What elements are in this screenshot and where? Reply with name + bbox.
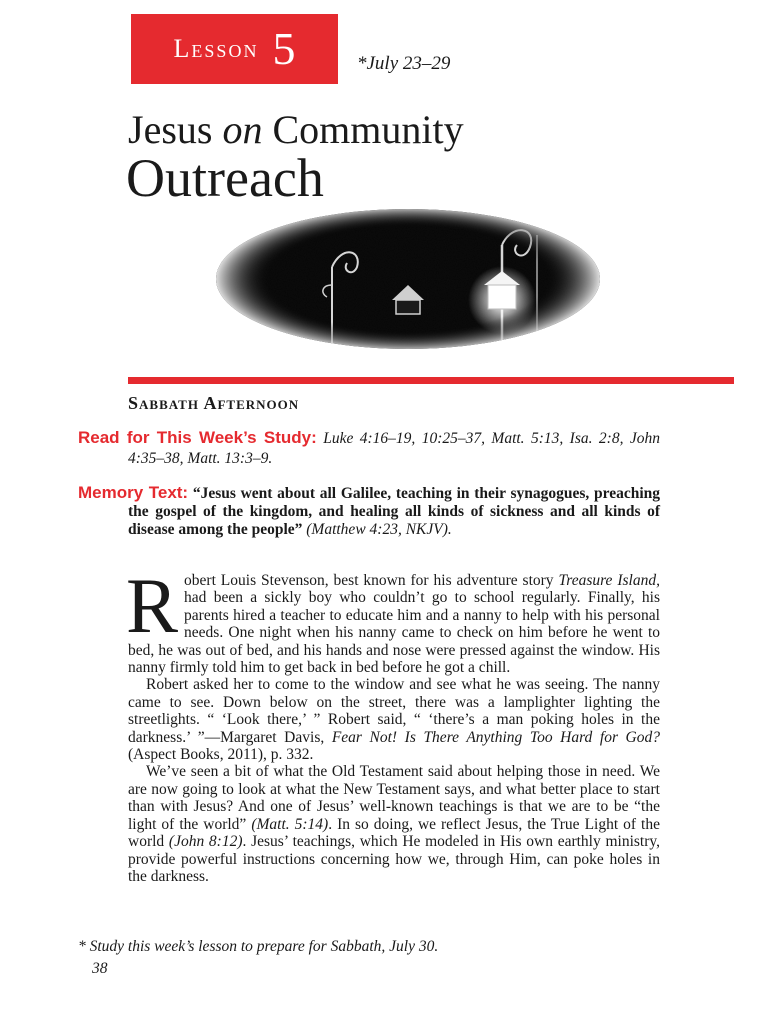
page-title-line1 [128,107,464,152]
p1-b: had been a sickly boy who couldn’t go to school regularly. Finally, his parents hired a teacher to educate him and a nanny to help with his personal needs. One night when his nanny came to check on him before he went to bed, he was out of bed, and his hands and nose were pressed against the window. His nanny firmly told him to get back in bed before he got a chill. [128,589,660,677]
drop-cap: R [126,562,179,649]
p3-a: We’ve seen a bit of what the Old Testament said about helping those in need. We are now going to look at what the New Testament says, and what better place to start than with Jesus? And one of Jesus’ well-known teachings is that we are to be “the light of the world” [128,763,660,833]
title-pre: Jesus [128,107,223,152]
p3-b: . In so doing, we reflect Jesus, the True Light of the world [128,815,660,851]
street-lamp-night-illustration [212,205,604,353]
body-text [126,562,660,885]
p3-italic-2: (John 8:12) [168,833,243,851]
section-divider [128,377,734,384]
study-lead: Read for This Week’s Study: [78,428,317,447]
p2-a: Robert asked her to come to the window and see what he was seeing. The nanny came to see. Down below on the street, there was a lamplighter lighting the streetlights. “ ‘Look there,’ ” Robert said, “ ‘there’s a man poking holes in the darkness.’ ”—Margaret Davis, [128,676,660,746]
paragraph-3 [128,763,660,885]
memory-lead: Memory Text: [78,483,189,502]
memory-text [78,484,660,539]
p3-c: . Jesus’ teachings, which He modeled in His own earthly ministry, provide powerful instructions concerning how we, through Him, can poke holes in the darkness. [128,833,660,885]
footnote: * Study this week’s lesson to prepare for Sabbath, July 30. [78,938,439,955]
study-reading [78,428,660,469]
lesson-word: Lesson [173,34,259,63]
title-em: on [222,107,263,152]
p2-b: (Aspect Books, 2011), p. 332. [128,746,314,764]
lesson-dates: *July 23–29 [357,53,451,74]
p3-italic-1: (Matt. 5:14) [251,815,329,833]
p1-italic: Treasure Island, [558,572,660,589]
study-references: Luke 4:16–19, 10:25–37, Matt. 5:13, Isa. 2:8, John 4:35–38, Matt. 13:3–9. [128,430,660,467]
memory-reference: (Matthew 4:23, NKJV). [302,521,452,538]
page-title-line2: Outreach [126,148,324,208]
page-number: 38 [92,960,108,977]
p2-italic: Fear Not! Is There Anything Too Hard for God? [331,728,660,746]
paragraph-1 [126,562,660,677]
memory-verse: “Jesus went about all Galilee, teaching in their synagogues, preaching the gospel of the kingdom, and healing all kinds of sickness and all kinds of disease among the people” [128,485,661,538]
paragraph-2 [128,676,660,763]
p1-a: obert Louis Stevenson, best known for his adventure story [184,572,559,589]
lesson-number: 5 [272,23,296,74]
section-heading: Sabbath Afternoon [128,393,300,413]
title-post: Community [262,107,464,152]
lesson-badge [131,14,338,84]
